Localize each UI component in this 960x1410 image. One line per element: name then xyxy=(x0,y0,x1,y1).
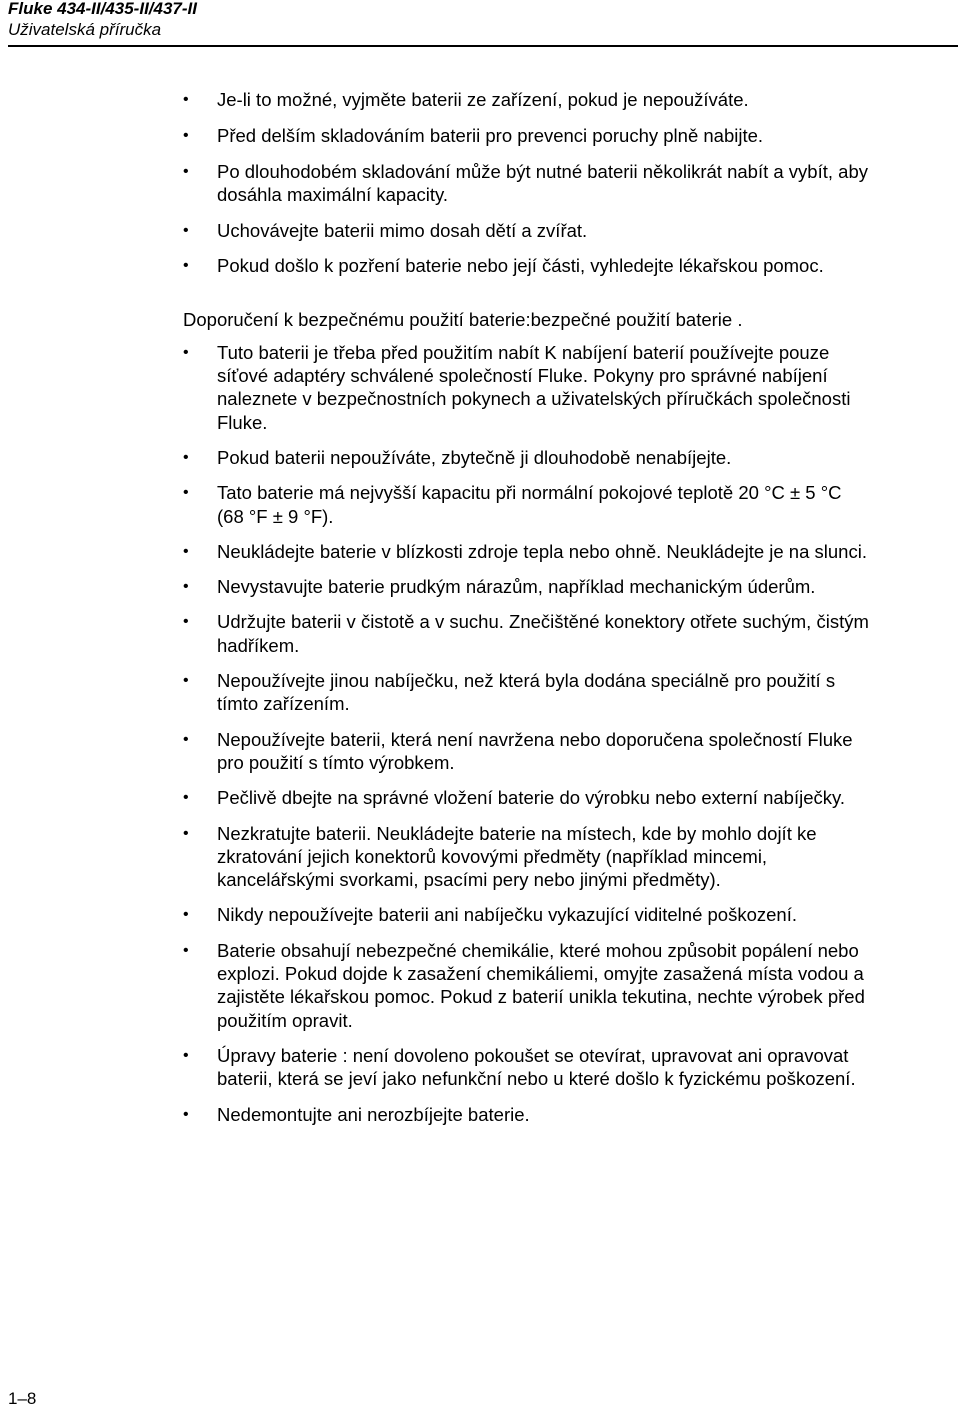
list-item-text: Udržujte baterii v čistotě a v suchu. Znečištěné konektory otřete suchým, čistým hadříkem. xyxy=(217,611,869,656)
list-item xyxy=(183,822,873,892)
list-item xyxy=(183,254,873,277)
list-item-text: Nepoužívejte jinou nabíječku, než která byla dodána speciálně pro použití s tímto zařízením. xyxy=(217,670,836,715)
bullet-icon: • xyxy=(183,448,189,466)
list-item xyxy=(183,903,873,926)
list-item-text: Před delším skladováním baterii pro prevenci poruchy plně nabijte. xyxy=(217,124,764,146)
bullet-icon: • xyxy=(183,542,189,560)
list-item xyxy=(183,124,873,147)
list-item-text: Tato baterie má nejvyšší kapacitu při normální pokojové teplotě 20 °C ± 5 °C (68 °F ± 9 °F). xyxy=(217,482,842,527)
bullet-icon: • xyxy=(183,672,189,690)
section-heading: Doporučení k bezpečnému použití baterie:bezpečné použití baterie . xyxy=(183,308,743,330)
list-item-text: Nepoužívejte baterii, která není navržena nebo doporučena společností Fluke pro použití s tímto výrobkem. xyxy=(217,728,853,773)
list-item xyxy=(183,728,873,775)
list-item xyxy=(183,669,873,716)
bullet-icon: • xyxy=(183,906,189,924)
list-item xyxy=(183,1044,873,1091)
safe-use-list xyxy=(183,341,873,1126)
bullet-icon: • xyxy=(183,824,189,842)
list-item xyxy=(183,219,873,242)
list-item-text: Nevystavujte baterie prudkým nárazům, například mechanickým úderům. xyxy=(217,576,816,598)
list-item-text: Pečlivě dbejte na správné vložení baterie do výrobku nebo externí nabíječky. xyxy=(217,787,846,809)
bullet-icon: • xyxy=(183,1046,189,1064)
list-item-text: Uchovávejte baterii mimo dosah dětí a zvířat. xyxy=(217,219,588,241)
storage-advice-list xyxy=(183,88,873,278)
bullet-icon: • xyxy=(183,162,189,180)
bullet-icon: • xyxy=(183,343,189,361)
bullet-icon: • xyxy=(183,91,189,108)
list-item-text: Nezkratujte baterii. Neukládejte baterie na místech, kde by mohlo dojít ke zkratování jejich konektorů kovovými předměty (například mincemi, kancelářskými svorkami, psacími pery nebo jinými předměty). xyxy=(217,822,817,891)
bullet-icon: • xyxy=(183,789,189,807)
bullet-icon: • xyxy=(183,941,189,959)
list-item-text: Neukládejte baterie v blízkosti zdroje tepla nebo ohně. Neukládejte je na slunci. xyxy=(217,540,867,562)
list-item xyxy=(183,786,873,809)
bullet-icon: • xyxy=(183,1105,189,1123)
list-item xyxy=(183,446,873,469)
bullet-icon: • xyxy=(183,578,189,596)
list-item xyxy=(183,88,873,111)
bullet-icon: • xyxy=(183,730,189,748)
list-item-text: Nedemontujte ani nerozbíjejte baterie. xyxy=(217,1103,530,1125)
list-item-text: Pokud došlo k pozření baterie nebo její části, vyhledejte lékařskou pomoc. xyxy=(217,255,824,277)
list-item-text: Tuto baterii je třeba před použitím nabít K nabíjení baterií používejte pouze síťové adaptéry schválené společností Fluke. Pokyny pro správné nabíjení naleznete v bezpečnostních pokynech a uživatelských příručkách společnosti Fluke. xyxy=(217,341,851,433)
header-divider xyxy=(8,45,958,47)
list-item-text: Po dlouhodobém skladování může být nutné baterii několikrát nabít a vybít, aby dosáhla maximální kapacity. xyxy=(217,160,868,205)
document-subtitle: Uživatelská příručka xyxy=(8,20,162,39)
list-item-text: Baterie obsahují nebezpečné chemikálie, které mohou způsobit popálení nebo explozi. Pokud dojde k zasažení chemikáliemi, omyjte zasažená místa vodou a zajistěte lékařskou pomoc. Pokud z baterií unikla tekutina, nechte výrobek před použitím opravit. xyxy=(217,939,865,1031)
main-content xyxy=(183,88,873,1138)
list-item xyxy=(183,341,873,434)
page-number: 1–8 xyxy=(8,1389,37,1408)
list-item xyxy=(183,540,873,563)
list-item-text: Je-li to možné, vyjměte baterii ze zařízení, pokud je nepoužíváte. xyxy=(217,89,749,110)
list-item xyxy=(183,1103,873,1126)
list-item xyxy=(183,481,873,528)
list-item-text: Pokud baterii nepoužíváte, zbytečně ji dlouhodobě nenabíjejte. xyxy=(217,446,732,468)
list-item xyxy=(183,939,873,1032)
page-header xyxy=(8,0,958,41)
list-item xyxy=(183,610,873,657)
list-item-text: Úpravy baterie : není dovoleno pokoušet se otevírat, upravovat ani opravovat baterii, která se jeví jako nefunkční nebo u které došlo k fyzickému poškození. xyxy=(217,1044,856,1090)
bullet-icon: • xyxy=(183,257,189,275)
list-item-text: Nikdy nepoužívejte baterii ani nabíječku vykazující viditelné poškození. xyxy=(217,904,797,926)
list-item xyxy=(183,160,873,207)
list-item xyxy=(183,575,873,598)
document-title: Fluke 434-II/435-II/437-II xyxy=(8,0,197,18)
bullet-icon: • xyxy=(183,484,189,502)
bullet-icon: • xyxy=(183,613,189,631)
bullet-icon: • xyxy=(183,126,189,144)
bullet-icon: • xyxy=(183,221,189,239)
